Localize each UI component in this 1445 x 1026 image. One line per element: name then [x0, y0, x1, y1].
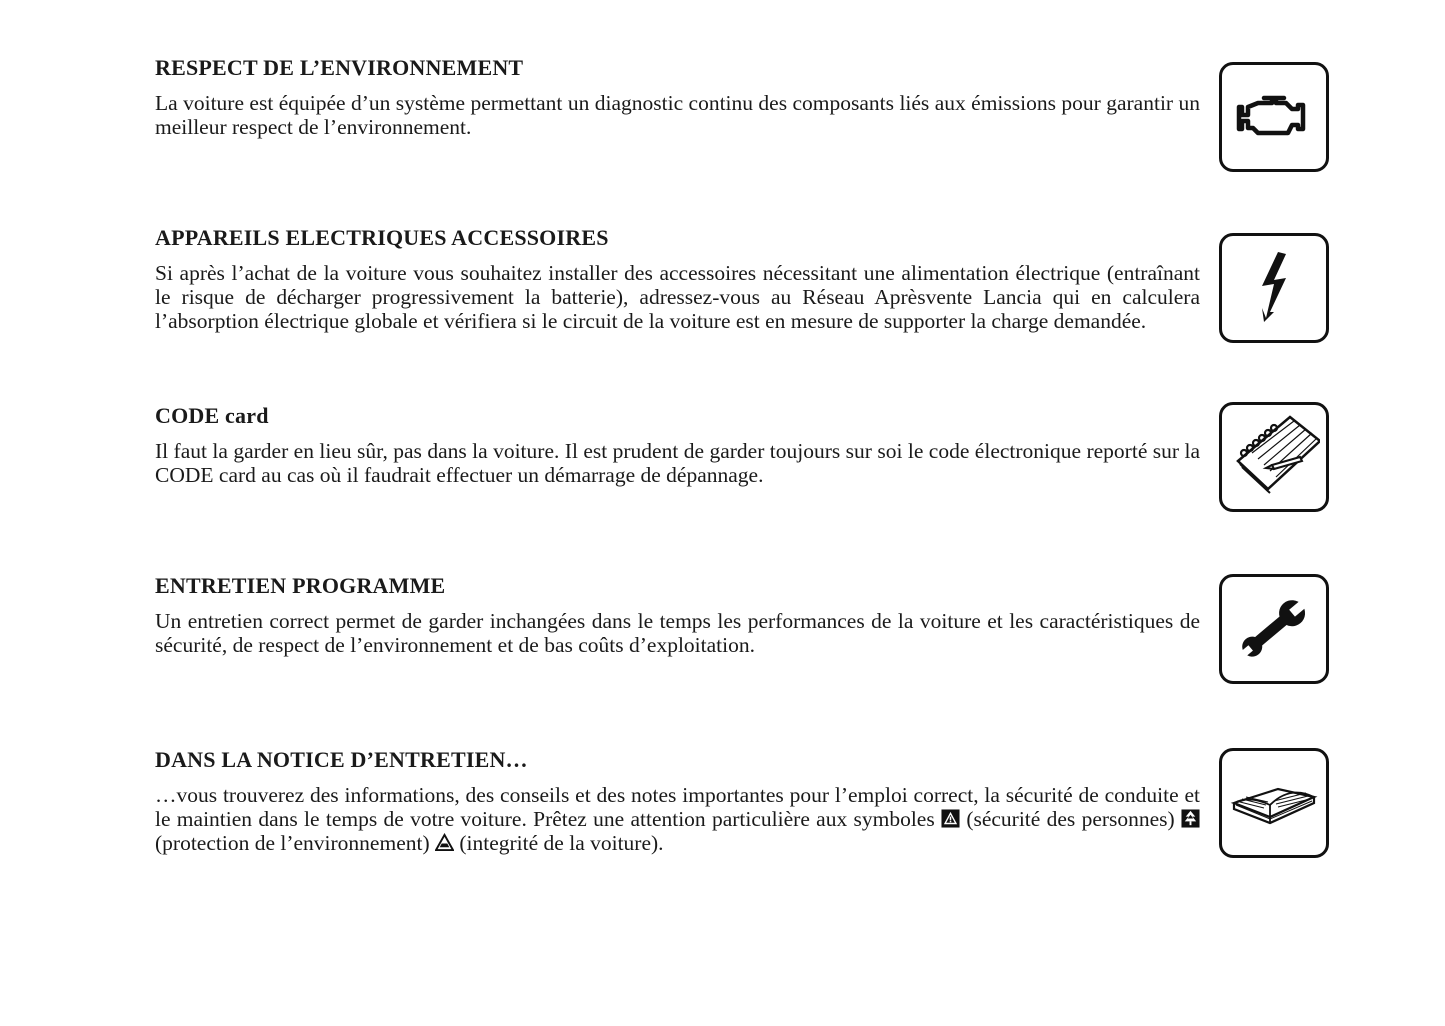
body-text: (sécurité des personnes) — [966, 807, 1175, 831]
book-icon — [1219, 748, 1329, 858]
body-text: (integrité de la voiture). — [459, 831, 664, 855]
engine-icon — [1219, 62, 1329, 172]
environment-protection-icon — [1181, 809, 1200, 828]
section-heading: APPAREILS ELECTRIQUES ACCESSOIRES — [155, 225, 609, 250]
wrench-icon — [1219, 574, 1329, 684]
lightning-icon — [1219, 233, 1329, 343]
section-body: Un entretien correct permet de garder inchangées dans le temps les performances de la voiture et les caractéristiques de sécurité, de respect de l’environnement et de bas coûts d’exploitation. — [155, 609, 1200, 657]
section-heading: DANS LA NOTICE D’ENTRETIEN… — [155, 747, 528, 772]
vehicle-integrity-icon — [435, 833, 454, 852]
section-heading: RESPECT DE L’ENVIRONNEMENT — [155, 55, 524, 80]
section-heading: CODE card — [155, 403, 269, 428]
notebook-icon — [1219, 402, 1329, 512]
section-maintenance-booklet — [155, 747, 1200, 855]
section-body: Si après l’achat de la voiture vous souhaitez installer des accessoires nécessitant une alimentation électrique (entraînant le risque de décharger progressivement la batterie), adressez-vous au Réseau Aprèsvente Lancia qui en calculera l’absorption électrique globale et vérifiera si le circuit de la voiture est en mesure de supporter la charge demandée. — [155, 261, 1200, 333]
section-code-card — [155, 403, 1200, 487]
section-body: La voiture est équipée d’un système permettant un diagnostic continu des composants liés aux émissions pour garantir un meilleur respect de l’environnement. — [155, 91, 1200, 139]
section-body: Il faut la garder en lieu sûr, pas dans la voiture. Il est prudent de garder toujours sur soi le code électronique reporté sur la CODE card au cas où il faudrait effectuer un démarrage de dépannage. — [155, 439, 1200, 487]
section-maintenance — [155, 573, 1200, 657]
section-body — [155, 783, 1200, 855]
section-electrical-accessories — [155, 225, 1200, 333]
person-safety-warning-icon — [941, 809, 960, 828]
body-text: (protection de l’environnement) — [155, 831, 430, 855]
section-environment — [155, 55, 1200, 139]
section-heading: ENTRETIEN PROGRAMME — [155, 573, 446, 598]
body-text: …vous trouverez des informations, des conseils et des notes importantes pour l’emploi correct, la sécurité de conduite et le maintien dans le temps de votre voiture. Prêtez une attention particulière aux symboles — [155, 783, 1200, 831]
